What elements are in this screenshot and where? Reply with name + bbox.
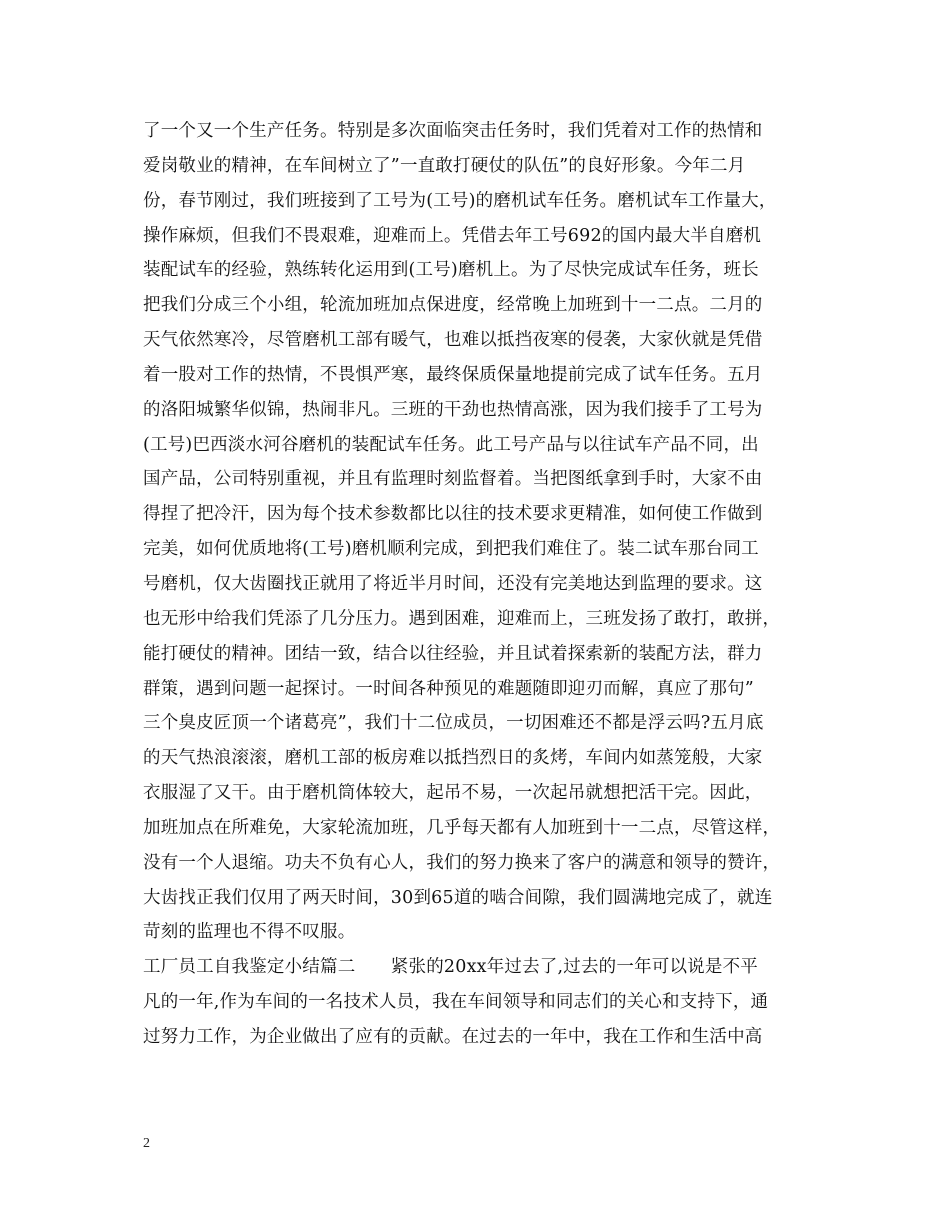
text-line: 完美，如何优质地将(工号)磨机顺利完成，到把我们难住了。装二试车那台同工 (143, 539, 759, 560)
text-line: 把我们分成三个小组，轮流加班加点保进度，经常晚上加班到十一二点。二月的 (143, 295, 763, 316)
text-line: 得捏了把冷汗，因为每个技术参数都比以往的技术要求更精准，如何使工作做到 (143, 504, 763, 525)
section-heading-line: 工厂员工自我鉴定小结篇二 紧张的20xx年过去了,过去的一年可以说是不平 (143, 957, 758, 978)
text-line: 的天气热浪滚滚，磨机工部的板房难以抵挡烈日的炙烤，车间内如蒸笼般，大家 (143, 748, 763, 769)
body-text (143, 114, 823, 1055)
text-line: 过努力工作，为企业做出了应有的贡献。在过去的一年中，我在工作和生活中高 (143, 1026, 763, 1047)
text-line: 也无形中给我们凭添了几分压力。遇到困难，迎难而上，三班发扬了敢打，敢拼， (143, 608, 781, 629)
text-line: 衣服湿了又干。由于磨机筒体较大，起吊不易，一次起吊就想把活干完。因此， (143, 783, 763, 804)
text-line: 操作麻烦，但我们不畏艰难，迎难而上。凭借去年工号692的国内最大半自磨机 (143, 225, 762, 246)
text-line: 份，春节刚过，我们班接到了工号为(工号)的磨机试车任务。磨机试车工作量大， (143, 190, 777, 211)
text-line: (工号)巴西淡水河谷磨机的装配试车任务。此工号产品与以往试车产品不同，出 (143, 434, 759, 455)
text-line: 国产品，公司特别重视，并且有监理时刻监督着。当把图纸拿到手时，大家不由 (143, 469, 763, 490)
text-line: 装配试车的经验，熟练转化运用到(工号)磨机上。为了尽快完成试车任务，班长 (143, 260, 759, 281)
text-line: 凡的一年,作为车间的一名技术人员，我在车间领导和同志们的关心和支持下，通 (143, 992, 769, 1013)
text-line: 三个臭皮匠顶一个诸葛亮”，我们十二位成员，一切困难还不都是浮云吗?五月底 (143, 713, 764, 734)
page-number: 2 (143, 1136, 150, 1151)
text-line: 了一个又一个生产任务。特别是多次面临突击任务时，我们凭着对工作的热情和 (143, 121, 763, 141)
text-line: 大齿找正我们仅用了两天时间，30到65道的啮合间隙，我们圆满地完成了，就连 (143, 887, 773, 908)
text-line: 苛刻的监理也不得不叹服。 (143, 922, 356, 943)
text-line: 号磨机，仅大齿圈找正就用了将近半月时间，还没有完美地达到监理的要求。这 (143, 573, 763, 594)
text-line: 着一股对工作的热情，不畏惧严寒，最终保质保量地提前完成了试车任务。五月 (143, 364, 763, 385)
text-line: 群策，遇到问题一起探讨。一时间各种预见的难题随即迎刃而解，真应了那句” (143, 678, 754, 699)
text-line: 加班加点在所难免，大家轮流加班，几乎每天都有人加班到十一二点，尽管这样， (143, 817, 781, 838)
text-line: 能打硬仗的精神。团结一致，结合以往经验，并且试着探索新的装配方法，群力 (143, 643, 763, 664)
text-line: 爱岗敬业的精神，在车间树立了”一直敢打硬仗的队伍”的良好形象。今年二月 (143, 155, 746, 176)
text-line: 天气依然寒冷，尽管磨机工部有暖气，也难以抵挡夜寒的侵袭，大家伙就是凭借 (143, 330, 763, 351)
text-line: 没有一个人退缩。功夫不负有心人，我们的努力换来了客户的满意和领导的赞许， (143, 852, 781, 873)
text-line: 的洛阳城繁华似锦，热闹非凡。三班的干劲也热情高涨，因为我们接手了工号为 (143, 399, 763, 420)
